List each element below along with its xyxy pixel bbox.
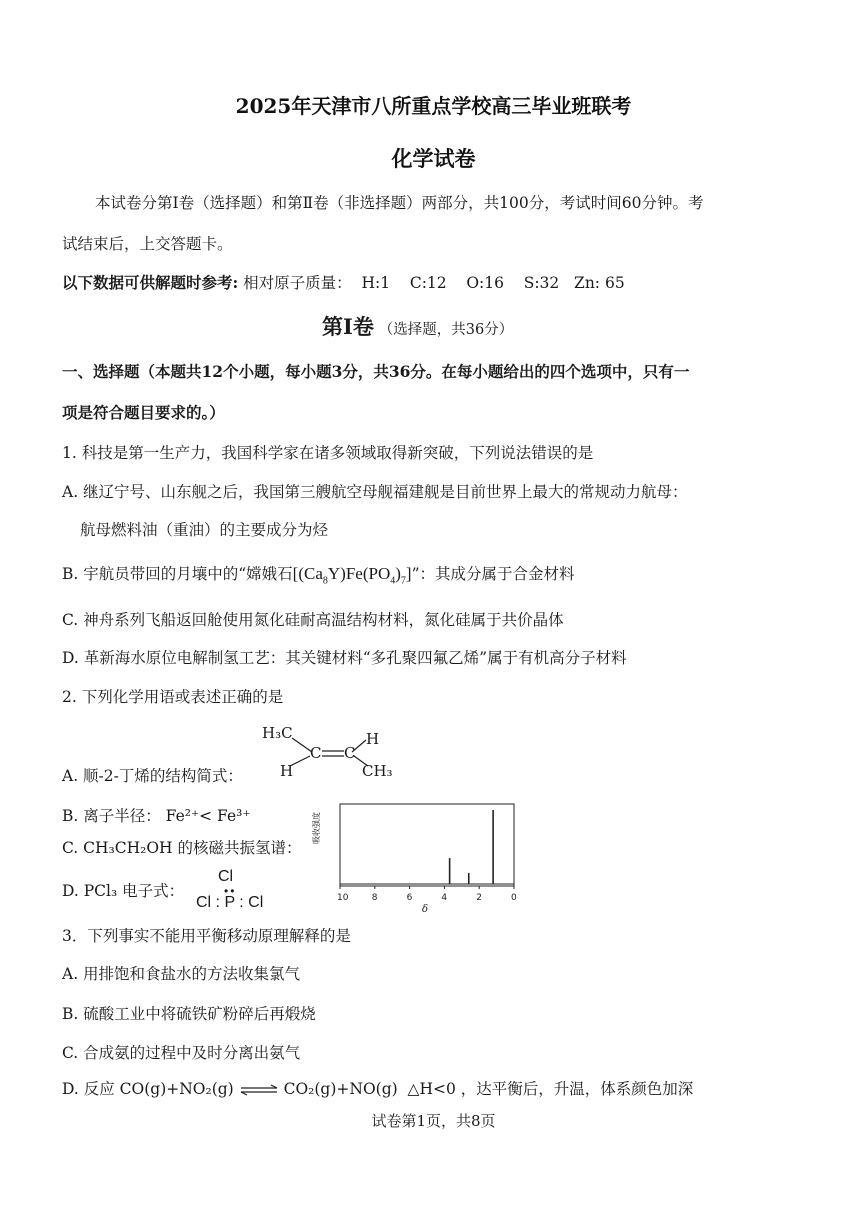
cis-2-butene-structure [262,722,402,786]
nmr-spectrum [312,800,522,920]
nmr-tick-label-1: 8 [371,893,378,903]
q1-option-a-line1: A. 继辽宁号、山东舰之后，我国第三艘航空母舰福建舰是目前世界上最大的常规动力航母： [62,483,688,501]
q3-option-d-rhs: CO₂(g)+NO(g) △H<0 ，达平衡后，升温，体系颜色加深 [283,1080,694,1098]
nmr-tick-label-0: 10 [337,893,349,903]
q3-option-c: C. 合成氨的过程中及时分离出氨气 [62,1044,301,1062]
nmr-tick-label-5: 0 [511,893,517,903]
q2-option-b: B. 离子半径： Fe²⁺< Fe³⁺ [62,807,251,825]
reference-values: 相对原子质量： H:1 C:12 O:16 S:32 Zn: 65 [243,274,625,292]
lewis-lone-pair: •• [224,884,237,898]
q1-option-c: C. 神舟系列飞船返回舱使用氮化硅耐高温结构材料，氮化硅属于共价晶体 [62,611,564,629]
lewis-top-cl: Cl [218,868,234,885]
q1-option-b-text: B. 宇航员带回的月壤中的“嫦娥石 [62,565,293,583]
section-heading [322,314,514,340]
equilibrium-arrow-icon [239,1084,279,1096]
ch3-label: CH₃ [362,762,393,780]
q3-option-a: A. 用排饱和食盐水的方法收集氯气 [62,965,301,983]
nmr-ylabel: 吸收强度 [312,812,321,844]
pcl3-lewis-structure [196,868,276,918]
reference-label: 以下数据可供解题时参考: [62,273,239,292]
q1-option-b-text-end: ”：其成分属于合金材料 [411,565,575,583]
instruction-line-1: 一、选择题（本题共12个小题，每小题3分，共36分。在每小题给出的四个选项中，只有一 [62,362,690,381]
q1-option-d: D. 革新海水原位电解制氢工艺：其关键材料“多孔聚四氟乙烯”属于有机高分子材料 [62,649,627,667]
chang-e-stone-formula: $[(Ca_8Y)Fe(PO_4)_7]$ [292,564,412,587]
q3-option-d-lhs: D. 反应 CO(g)+NO₂(g) [62,1080,234,1098]
q2-option-c: C. CH₃CH₂OH 的核磁共振氢谱： [62,839,302,857]
lewis-row: Cl : P : Cl [196,894,264,911]
q1-option-b [62,564,575,591]
q1-option-a-line2: 航母燃料油（重油）的主要成分为烃 [80,521,329,539]
roll-note: （选择题，共36分） [378,322,514,338]
q3-option-d [62,1079,693,1099]
nmr-tick-label-2: 6 [406,893,413,903]
intro-line-2: 试结束后，上交答题卡。 [62,235,233,253]
exam-subtitle: 化学试卷 [391,146,476,171]
q3-option-b: B. 硫酸工业中将硫铁矿粉碎后再煅烧 [62,1005,316,1023]
h3c-label: H₃C [262,724,293,742]
nmr-frame [340,804,514,886]
q3-stem: 3．下列事实不能用平衡移动原理解释的是 [62,927,351,945]
q2-option-d: D. PCl₃ 电子式： [62,882,185,900]
instruction-line-2: 项是符合题目要求的。） [62,403,225,422]
nmr-tick-label-4: 2 [476,893,482,903]
exam-title: 2025年天津市八所重点学校高三毕业班联考 [235,94,632,118]
q1-stem: 1. 科技是第一生产力，我国科学家在诸多领域取得新突破，下列说法错误的是 [62,444,594,462]
q2-stem: 2. 下列化学用语或表述正确的是 [62,688,284,706]
roll-title: 第Ⅰ卷 [322,314,374,339]
nmr-tick-label-3: 4 [441,893,448,903]
carbon-right-label: C [344,744,356,762]
carbon-left-label: C [310,744,322,762]
reference-data [62,273,625,293]
intro-line-1: 本试卷分第Ⅰ卷（选择题）和第Ⅱ卷（非选择题）两部分，共100分，考试时间60分钟。考 [95,194,704,212]
page-footer: 试卷第1页，共8页 [371,1112,496,1130]
h-top-label: H [366,730,380,748]
h-left-label: H [280,762,294,780]
nmr-xlabel: δ [422,904,429,915]
nmr-chart [312,800,522,920]
q2-option-a: A. 顺-2-丁烯的结构简式： [62,767,243,785]
